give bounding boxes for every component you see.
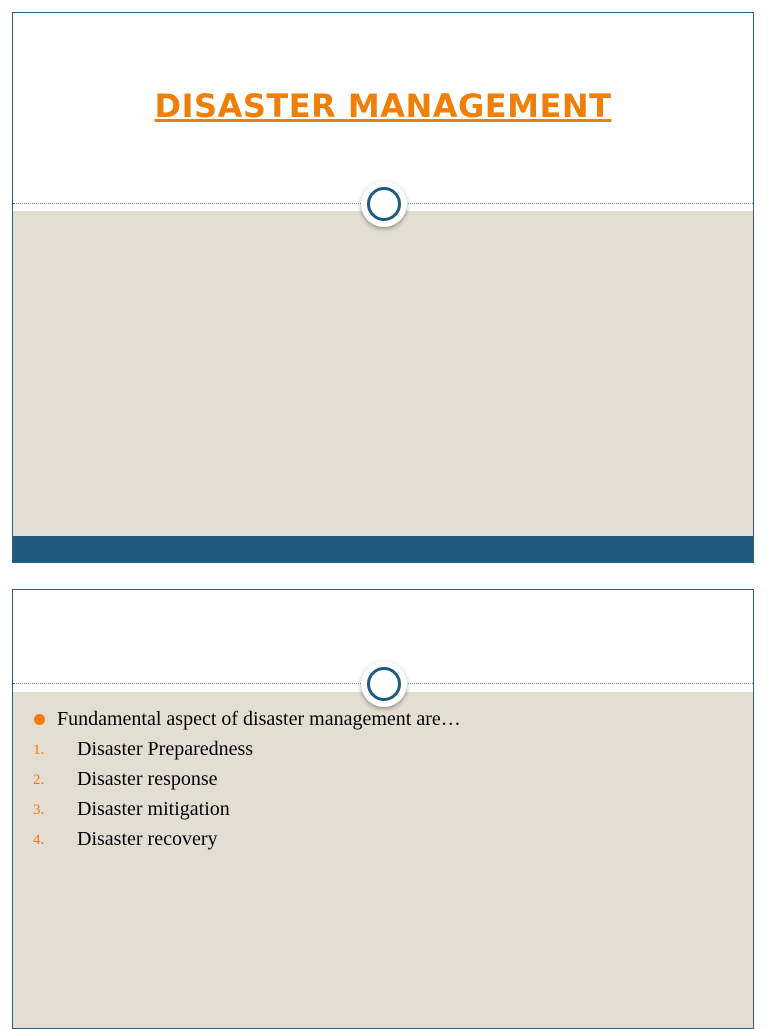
list-item xyxy=(13,738,753,768)
circle-ornament-icon xyxy=(361,661,407,707)
list-number: 4. xyxy=(33,832,45,848)
list-number: 3. xyxy=(33,802,45,818)
slide-body xyxy=(13,211,753,536)
list-text: Disaster recovery xyxy=(77,828,218,850)
list-number: 1. xyxy=(33,742,45,758)
list-text: Disaster mitigation xyxy=(77,798,230,820)
footer-band xyxy=(13,536,753,562)
content-slide xyxy=(12,589,754,1029)
bullet-icon xyxy=(34,714,45,725)
list-text: Disaster response xyxy=(77,768,218,790)
title-slide xyxy=(12,12,754,563)
bullet-text: Fundamental aspect of disaster management are… xyxy=(57,708,461,730)
list-text: Disaster Preparedness xyxy=(77,738,254,760)
list-item xyxy=(13,798,753,828)
list-item xyxy=(13,828,753,858)
slide-title: DISASTER MANAGEMENT xyxy=(154,87,612,125)
circle-ornament-icon xyxy=(361,181,407,227)
list-item xyxy=(13,768,753,798)
list-number: 2. xyxy=(33,772,45,788)
